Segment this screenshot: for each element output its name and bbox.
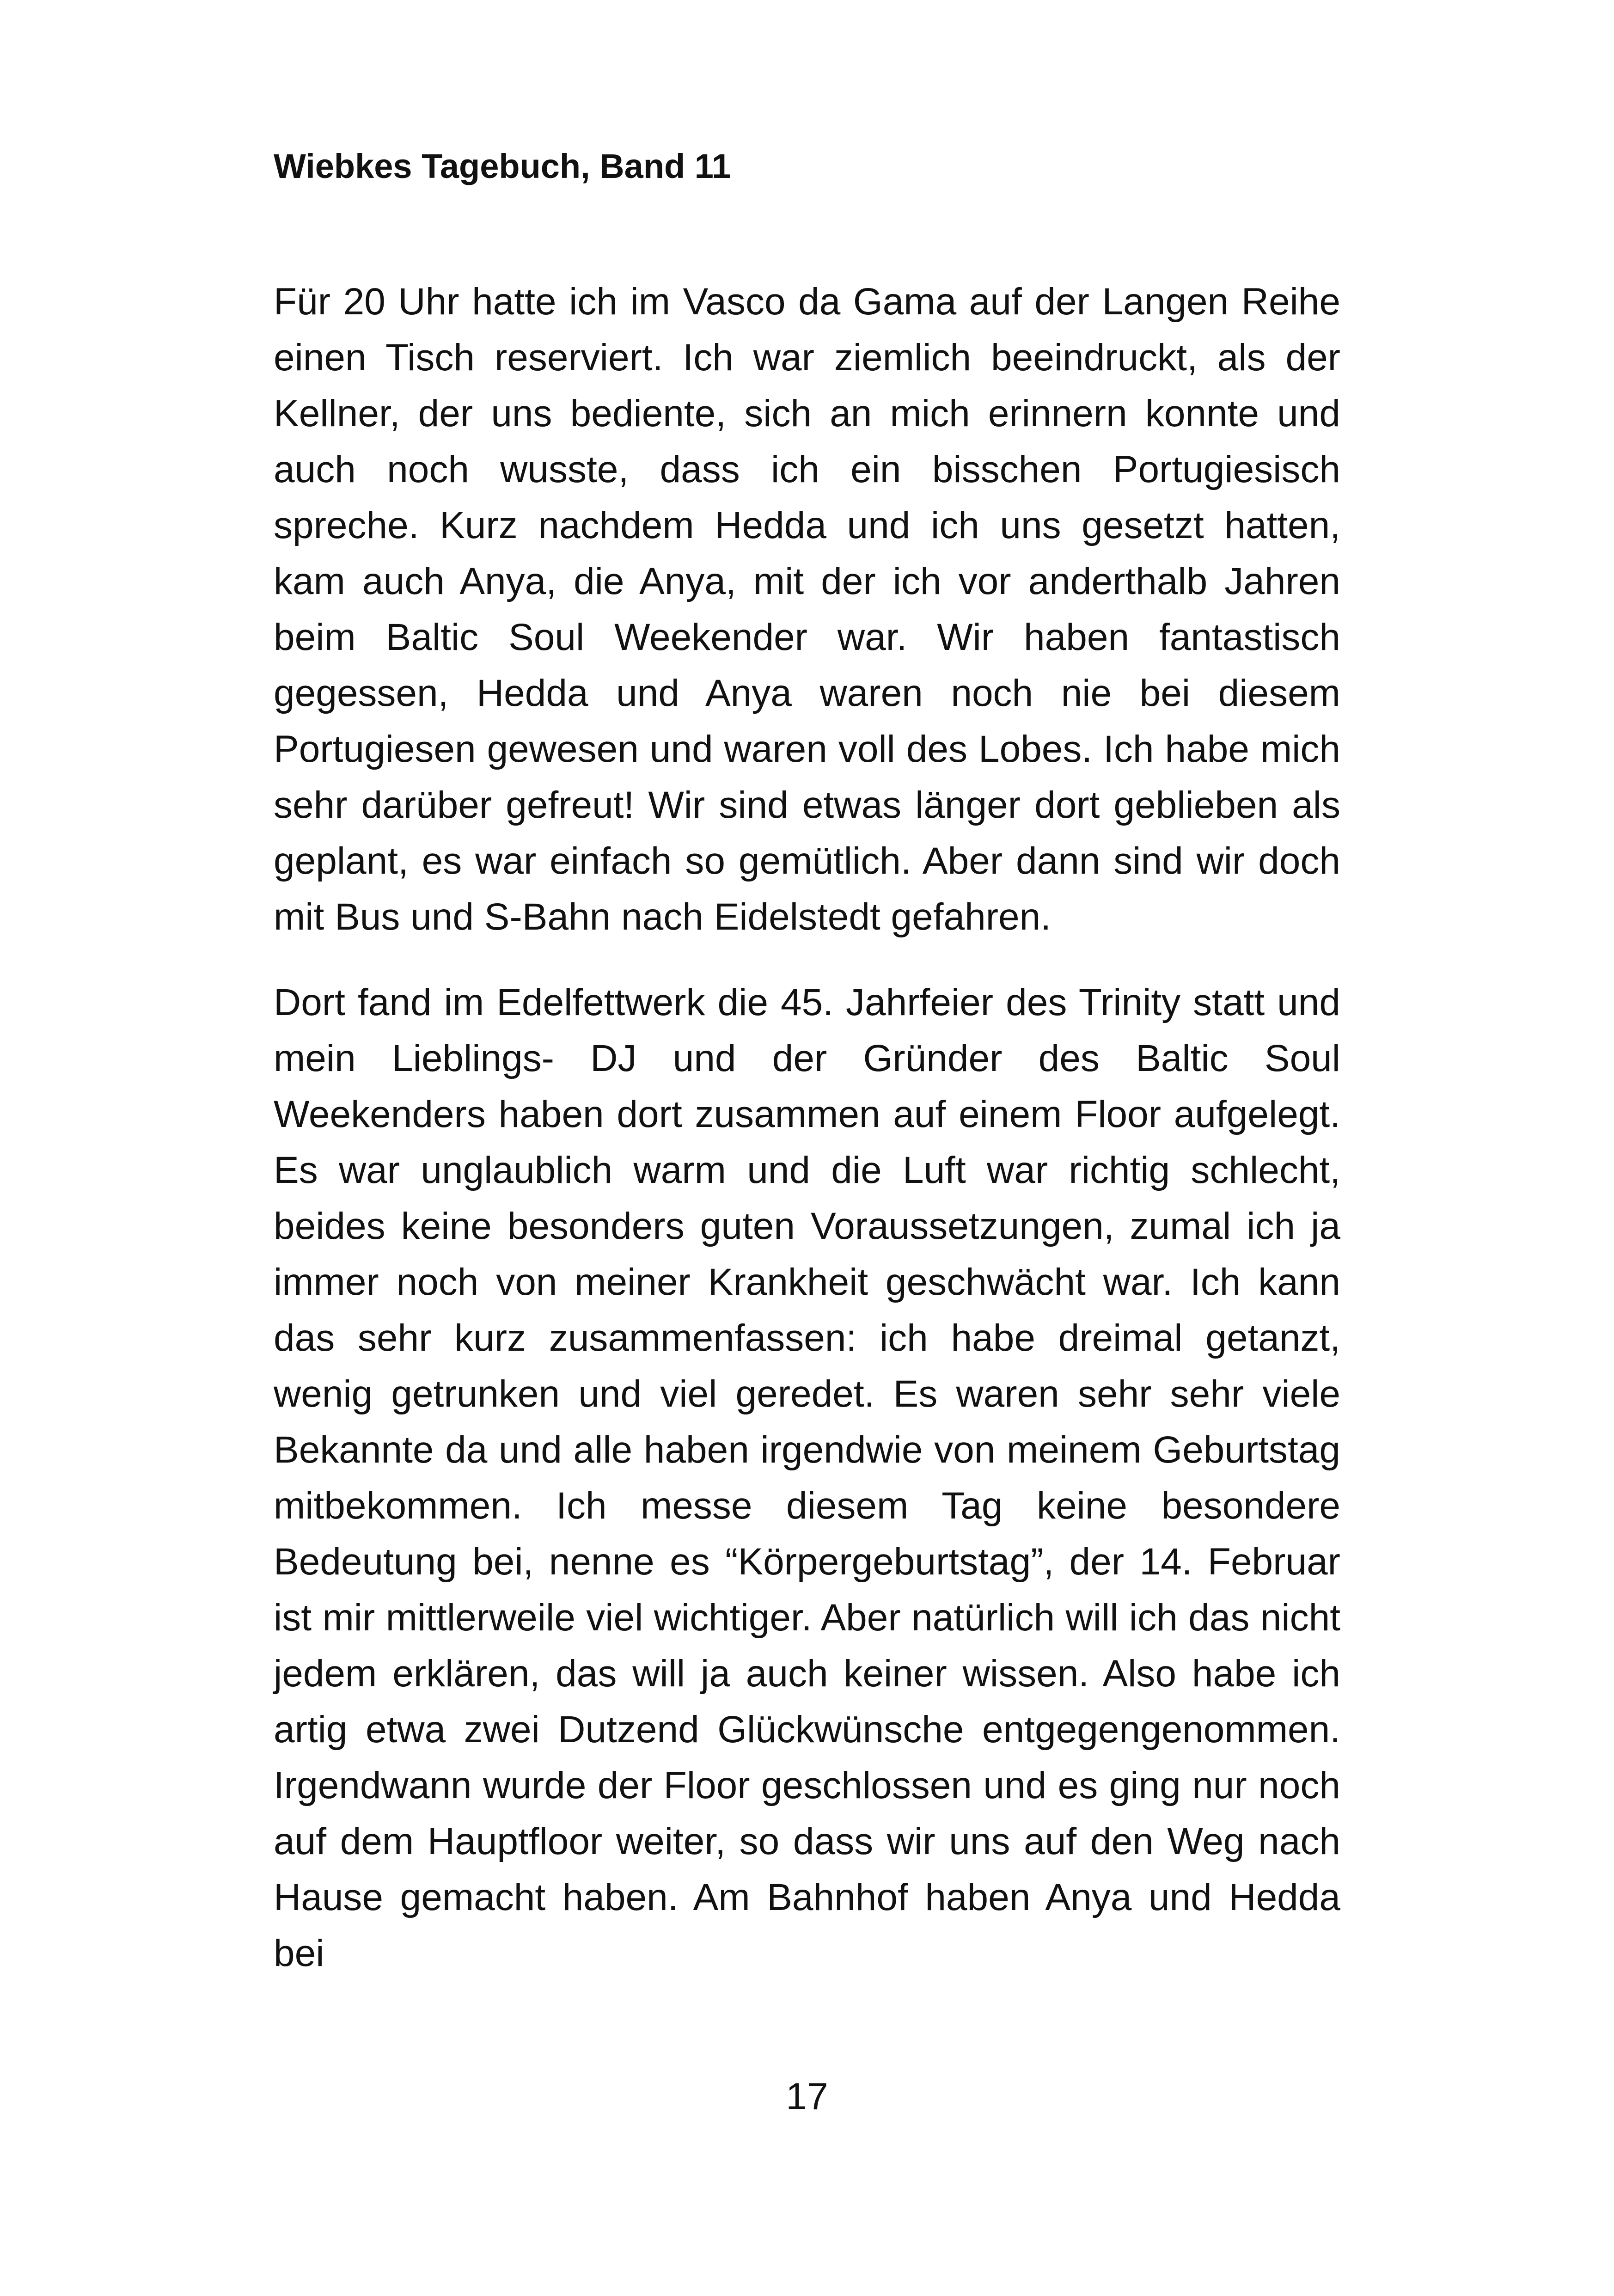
document-body — [274, 274, 1340, 1981]
paragraph-2: Dort fand im Edelfettwerk die 45. Jahrfeier des Trinity statt und mein Lieblings- DJ und der Gründer des Baltic Soul Weekenders haben dort zusammen auf einem Floor aufgelegt. Es war unglaublich warm und die Luft war richtig schlecht, beides keine besonders guten Voraussetzungen, zumal ich ja immer noch von meiner Krankheit geschwächt war. Ich kann das sehr kurz zusammenfassen: ich habe dreimal getanzt, wenig getrunken und viel geredet. Es waren sehr sehr viele Bekannte da und alle haben irgendwie von meinem Geburtstag mitbekommen. Ich messe diesem Tag keine besondere Bedeutung bei, nenne es “Körpergeburtstag”, der 14. Februar ist mir mittlerweile viel wichtiger. Aber natürlich will ich das nicht jedem erklären, das will ja auch keiner wissen. Also habe ich artig etwa zwei Dutzend Glückwünsche entgegengenommen. Irgendwann wurde der Floor geschlossen und es ging nur noch auf dem Hauptfloor weiter, so dass wir uns auf den Weg nach Hause gemacht haben. Am Bahnhof haben Anya und Hedda bei — [274, 981, 1340, 1974]
document-title: Wiebkes Tagebuch, Band 11 — [274, 147, 731, 185]
page-number: 17 — [786, 2076, 828, 2118]
paragraph-1: Für 20 Uhr hatte ich im Vasco da Gama auf der Langen Reihe einen Tisch reserviert. Ich war ziemlich beeindruckt, als der Kellner, der uns bediente, sich an mich erinnern konnte und auch noch wusste, dass ich ein bisschen Portugiesisch spreche. Kurz nachdem Hedda und ich uns gesetzt hatten, kam auch Anya, die Anya, mit der ich vor anderthalb Jahren beim Baltic Soul Weekender war. Wir haben fantastisch gegessen, Hedda und Anya waren noch nie bei diesem Portugiesen gewesen und waren voll des Lobes. Ich habe mich sehr darüber gefreut! Wir sind etwas länger dort geblieben als geplant, es war einfach so gemütlich. Aber dann sind wir doch mit Bus und S-Bahn nach Eidelstedt gefahren. — [274, 281, 1340, 938]
